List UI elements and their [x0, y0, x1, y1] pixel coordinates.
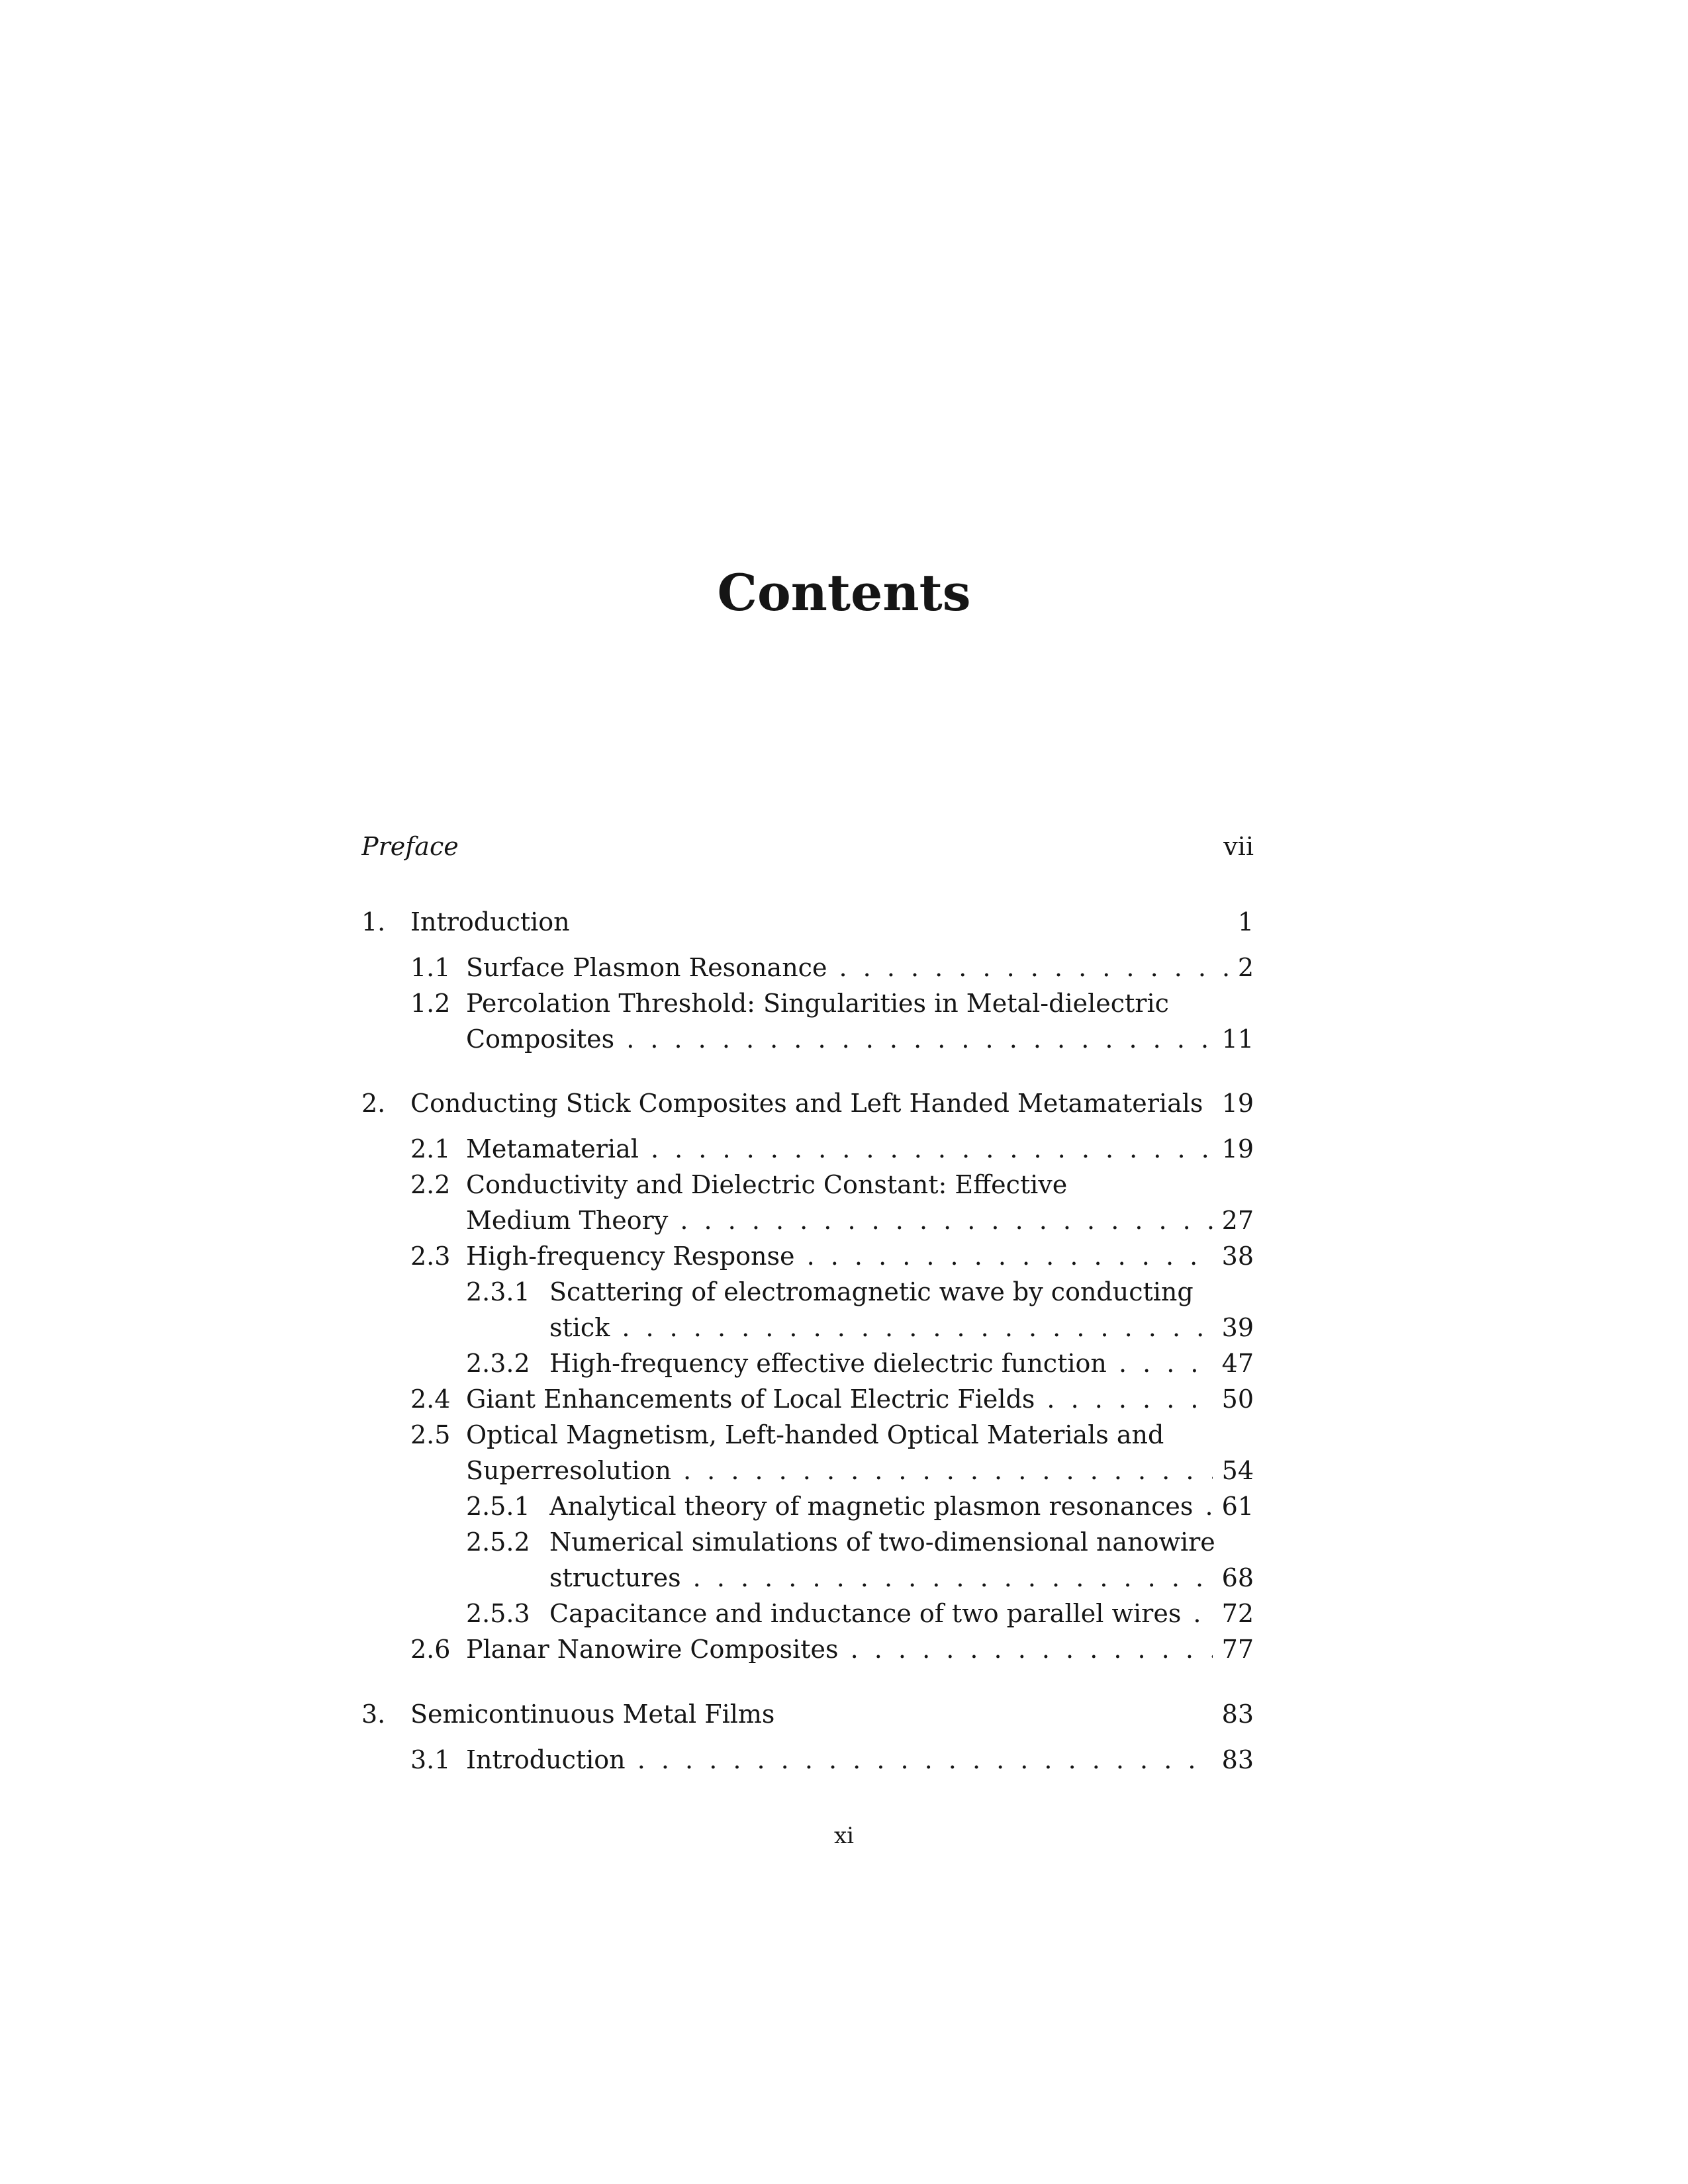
toc-section-2-5-cont[interactable]: [361, 1455, 1254, 1486]
subsection-number: 2.3.2: [466, 1349, 530, 1378]
chapter-number: 1.: [361, 907, 386, 936]
subsection-number: 2.5.3: [466, 1599, 530, 1628]
toc-subsection-2-5-1[interactable]: [361, 1490, 1254, 1522]
toc-page-number: 54: [1213, 1455, 1254, 1486]
section-number: 2.3: [410, 1242, 451, 1271]
chapter-number: 2.: [361, 1089, 386, 1118]
section-number: 2.1: [410, 1134, 451, 1163]
toc-entry-title: Semicontinuous Metal Films: [410, 1700, 775, 1729]
section-number: 1.2: [410, 989, 451, 1018]
toc-page-number: 72: [1213, 1598, 1254, 1629]
toc-page-number: 27: [1213, 1205, 1254, 1236]
toc-section-2-2[interactable]: [361, 1169, 1254, 1201]
toc-section-3-1[interactable]: [361, 1744, 1254, 1776]
toc-entry-title: Capacitance and inductance of two parallel wires . . .: [549, 1598, 1254, 1629]
toc-subsection-2-3-2[interactable]: [361, 1347, 1254, 1379]
toc-entry-title: Metamaterial . . .: [466, 1133, 1254, 1165]
toc-page-number: 11: [1213, 1023, 1254, 1055]
toc-entry-title: Conducting Stick Composites and Left Handed Metamaterials: [410, 1089, 1203, 1118]
toc-chapter-3[interactable]: [361, 1698, 1254, 1730]
toc-section-2-4[interactable]: [361, 1383, 1254, 1415]
toc-entry-title: Scattering of electromagnetic wave by conducting: [549, 1277, 1194, 1306]
toc-entry-title: Planar Nanowire Composites . . .: [466, 1633, 1254, 1665]
toc-entry-title: Surface Plasmon Resonance . . .: [466, 952, 1254, 983]
toc-page-number: 47: [1213, 1347, 1254, 1379]
toc-entry-title: Conductivity and Dielectric Constant: Effective: [466, 1170, 1068, 1199]
toc-subsection-2-5-2[interactable]: [361, 1526, 1254, 1558]
toc-entry-title: Giant Enhancements of Local Electric Fields . . .: [466, 1383, 1254, 1415]
subsection-number: 2.5.2: [466, 1527, 530, 1557]
toc-entry-title: Optical Magnetism, Left-handed Optical Materials and: [466, 1420, 1164, 1449]
toc-entry-title: Composites . . .: [466, 1023, 1254, 1055]
toc-section-2-2-cont[interactable]: [361, 1205, 1254, 1236]
toc-subsection-2-3-1[interactable]: [361, 1276, 1254, 1308]
page-number-footer: xi: [833, 1823, 855, 1849]
toc-entry-title: Introduction . . .: [466, 1744, 1254, 1776]
toc-entry-title: Introduction: [410, 907, 570, 936]
section-number: 2.5: [410, 1420, 451, 1449]
subsection-number: 2.5.1: [466, 1492, 530, 1521]
toc-entry-title: Numerical simulations of two-dimensional nanowire: [549, 1527, 1215, 1557]
toc-page-number: 1: [1229, 906, 1254, 938]
section-number: 2.4: [410, 1385, 451, 1414]
toc-entry-title: Analytical theory of magnetic plasmon resonances . . .: [549, 1490, 1254, 1522]
toc-entry-title: High-frequency Response . . .: [466, 1240, 1254, 1272]
toc-page-number: 83: [1213, 1744, 1254, 1776]
section-number: 2.2: [410, 1170, 451, 1199]
toc-section-2-5[interactable]: [361, 1419, 1254, 1451]
toc-entry-title: Superresolution . . .: [466, 1455, 1254, 1486]
toc-entry-title: Percolation Threshold: Singularities in Metal-dielectric: [466, 989, 1169, 1018]
section-number: 1.1: [410, 953, 451, 982]
toc-page-number: vii: [1214, 831, 1254, 862]
toc-subsection-2-3-1-cont[interactable]: [361, 1312, 1254, 1343]
toc-page-number: 77: [1213, 1633, 1254, 1665]
toc-page-number: 19: [1213, 1087, 1254, 1119]
toc-page-number: 2: [1229, 952, 1254, 983]
toc-subsection-2-5-2-cont[interactable]: [361, 1562, 1254, 1594]
toc-page-number: 83: [1213, 1698, 1254, 1730]
subsection-number: 2.3.1: [466, 1277, 530, 1306]
toc-page-number: 50: [1213, 1383, 1254, 1415]
toc-entry-title: stick . . .: [549, 1312, 1254, 1343]
toc-subsection-2-5-3[interactable]: [361, 1598, 1254, 1629]
toc-entry-title: Preface: [361, 832, 459, 861]
toc-page-number: 61: [1213, 1490, 1254, 1522]
toc-entry-title: Medium Theory . . .: [466, 1205, 1254, 1236]
toc-section-1-2-cont[interactable]: [361, 1023, 1254, 1055]
toc-chapter-1[interactable]: [361, 906, 1254, 938]
toc-entry-title: High-frequency effective dielectric function . . .: [549, 1347, 1254, 1379]
toc-section-2-3[interactable]: [361, 1240, 1254, 1272]
toc-entry-preface[interactable]: [361, 831, 1254, 862]
section-number: 2.6: [410, 1635, 451, 1664]
toc-page-number: 19: [1213, 1133, 1254, 1165]
toc-chapter-2[interactable]: [361, 1087, 1254, 1119]
toc-section-1-1[interactable]: [361, 952, 1254, 983]
section-number: 3.1: [410, 1745, 451, 1774]
page-title: Contents: [717, 563, 971, 622]
toc-page-number: 39: [1213, 1312, 1254, 1343]
chapter-number: 3.: [361, 1700, 386, 1729]
toc-page-number: 38: [1213, 1240, 1254, 1272]
toc-section-2-1[interactable]: [361, 1133, 1254, 1165]
toc-section-2-6[interactable]: [361, 1633, 1254, 1665]
toc-section-1-2[interactable]: [361, 987, 1254, 1019]
toc-entry-title: structures . . .: [549, 1562, 1254, 1594]
toc-page-number: 68: [1213, 1562, 1254, 1594]
